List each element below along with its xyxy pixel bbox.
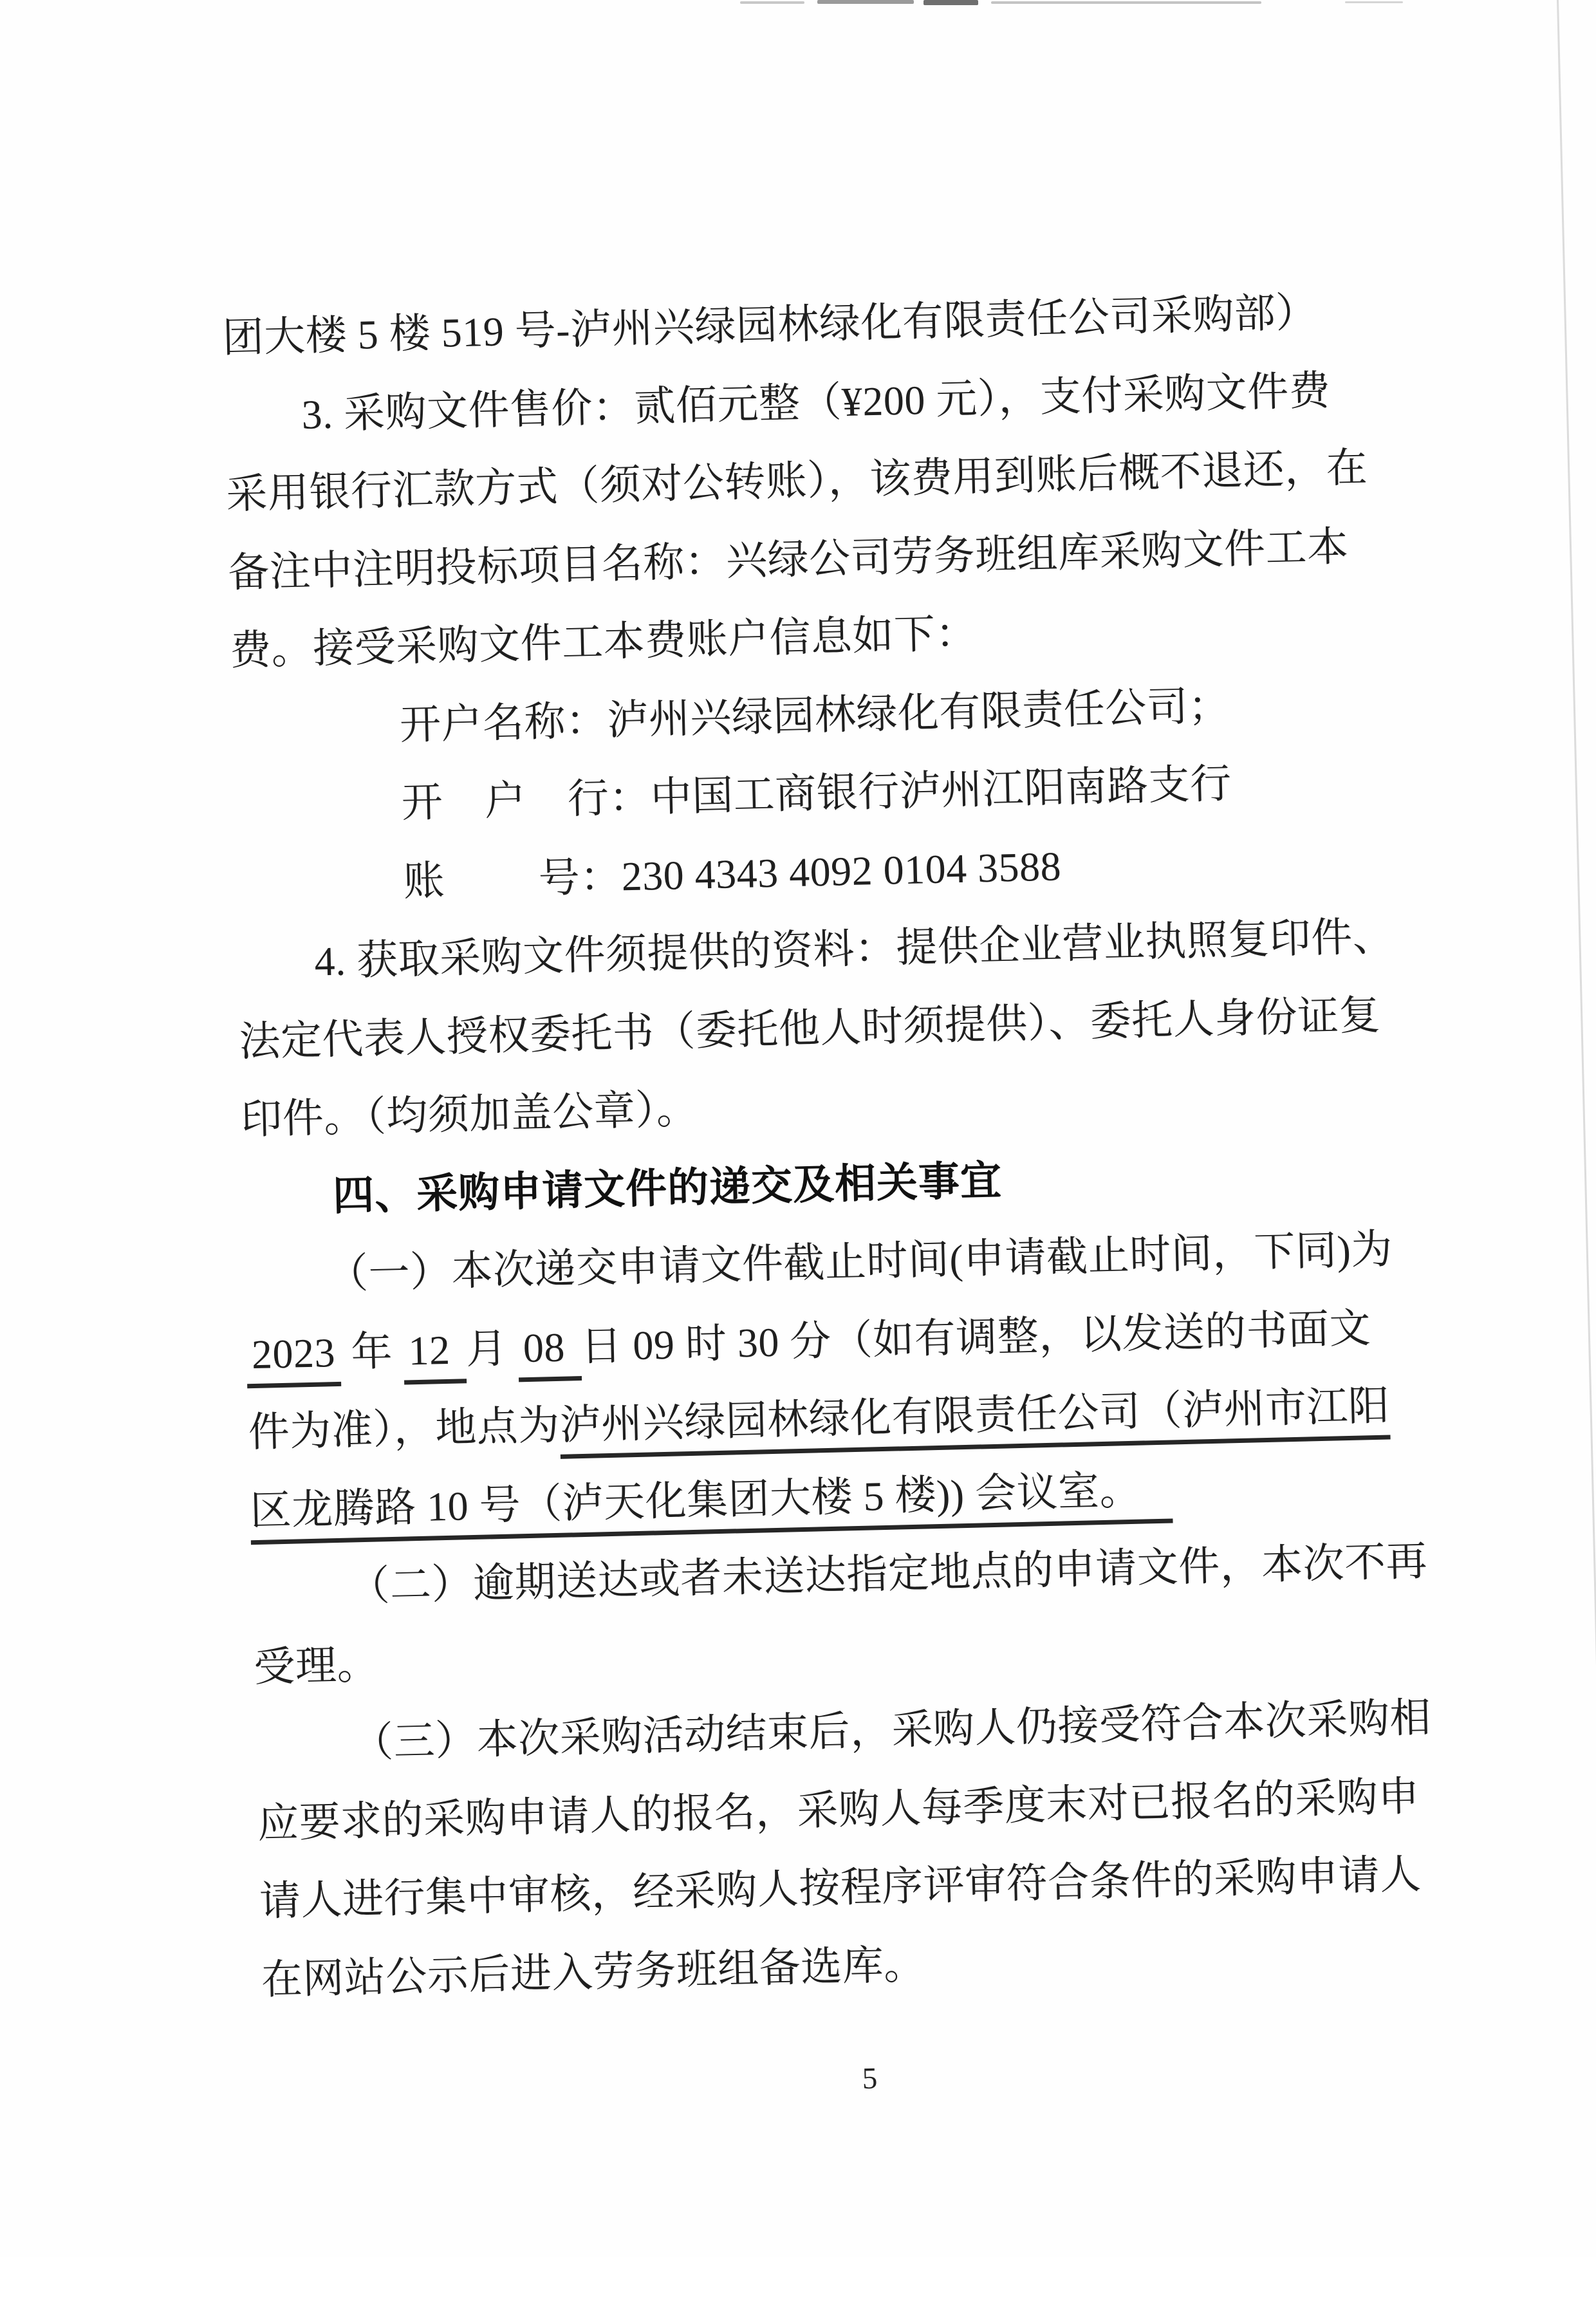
line-address-continuation: 团大楼 5 楼 519 号-泸州兴绿园林绿化有限责任公司采购部） (221, 289, 1318, 361)
line-quarterly-review-2: 请人进行集中审核，经采购人按程序评审符合条件的采购申请人 (259, 1851, 1422, 1925)
deadline-year: 2023 (246, 1329, 341, 1388)
line-authorization-letter: 法定代表人授权委托书（委托他人时须提供）、委托人身份证复 (238, 992, 1381, 1065)
line-late-delivery: （二）逾期送达或者未送达指定地点的申请文件，本次不再 (348, 1538, 1428, 1610)
line-bank-name: 开 户 行：中国工商银行泸州江阳南路支行 (401, 760, 1232, 826)
line-post-procurement: （三）本次采购活动结束后，采购人仍接受符合本次采购相 (351, 1695, 1432, 1766)
section-heading-submission: 四、采购申请文件的递交及相关事宜 (332, 1157, 1003, 1219)
line-account-name: 开户名称：泸州兴绿园林绿化有限责任公司； (399, 682, 1230, 748)
line-remark-project-name: 备注中注明投标项目名称：兴绿公司劳务班组库采购文件工本 (227, 523, 1350, 596)
line-account-info-intro: 费。接受采购文件工本费账户信息如下： (229, 610, 978, 674)
deadline-day: 08 (517, 1324, 582, 1382)
line-seal-requirement: 印件。（均须加盖公章）。 (240, 1086, 699, 1143)
text-block (221, 272, 1432, 2019)
location-company-underlined: 泸州兴绿园林绿化有限责任公司（泸州市江阳 (559, 1382, 1391, 1458)
location-address-underlined: 区龙腾路 10 号（泸天化集团大楼 5 楼)) 会议室。 (250, 1466, 1173, 1545)
line-late-delivery-end: 受理。 (253, 1641, 379, 1690)
line-account-number: 账 号：230 4343 4092 0104 3588 (402, 842, 1062, 904)
page-number: 5 (862, 2061, 878, 2096)
year-label: 年 (340, 1328, 404, 1375)
location-prefix: 件为准），地点为 (248, 1402, 561, 1456)
line-doc-price: 3. 采购文件售价：贰佰元整（¥200 元），支付采购文件费 (301, 367, 1332, 438)
line-quarterly-review-1: 应要求的采购申请人的报名，采购人每季度末对已报名的采购申 (257, 1773, 1420, 1846)
line-required-materials: 4. 获取采购文件须提供的资料：提供企业营业执照复印件、 (313, 913, 1395, 985)
page-edge-shadow (1556, 0, 1596, 2260)
deadline-month: 12 (403, 1326, 467, 1384)
line-payment-method: 采用银行汇款方式（须对公转账），该费用到账后概不退还，在 (225, 444, 1368, 517)
deadline-time-text: 日 09 时 30 分（如有调整，以发送的书面文 (580, 1305, 1371, 1370)
month-label: 月 (465, 1325, 519, 1372)
line-deadline-intro: （一）本次递交申请文件截止时间(申请截止时间，下同)为 (326, 1226, 1393, 1297)
line-shortlist-publication: 在网站公示后进入劳务班组备选库。 (261, 1941, 926, 2003)
